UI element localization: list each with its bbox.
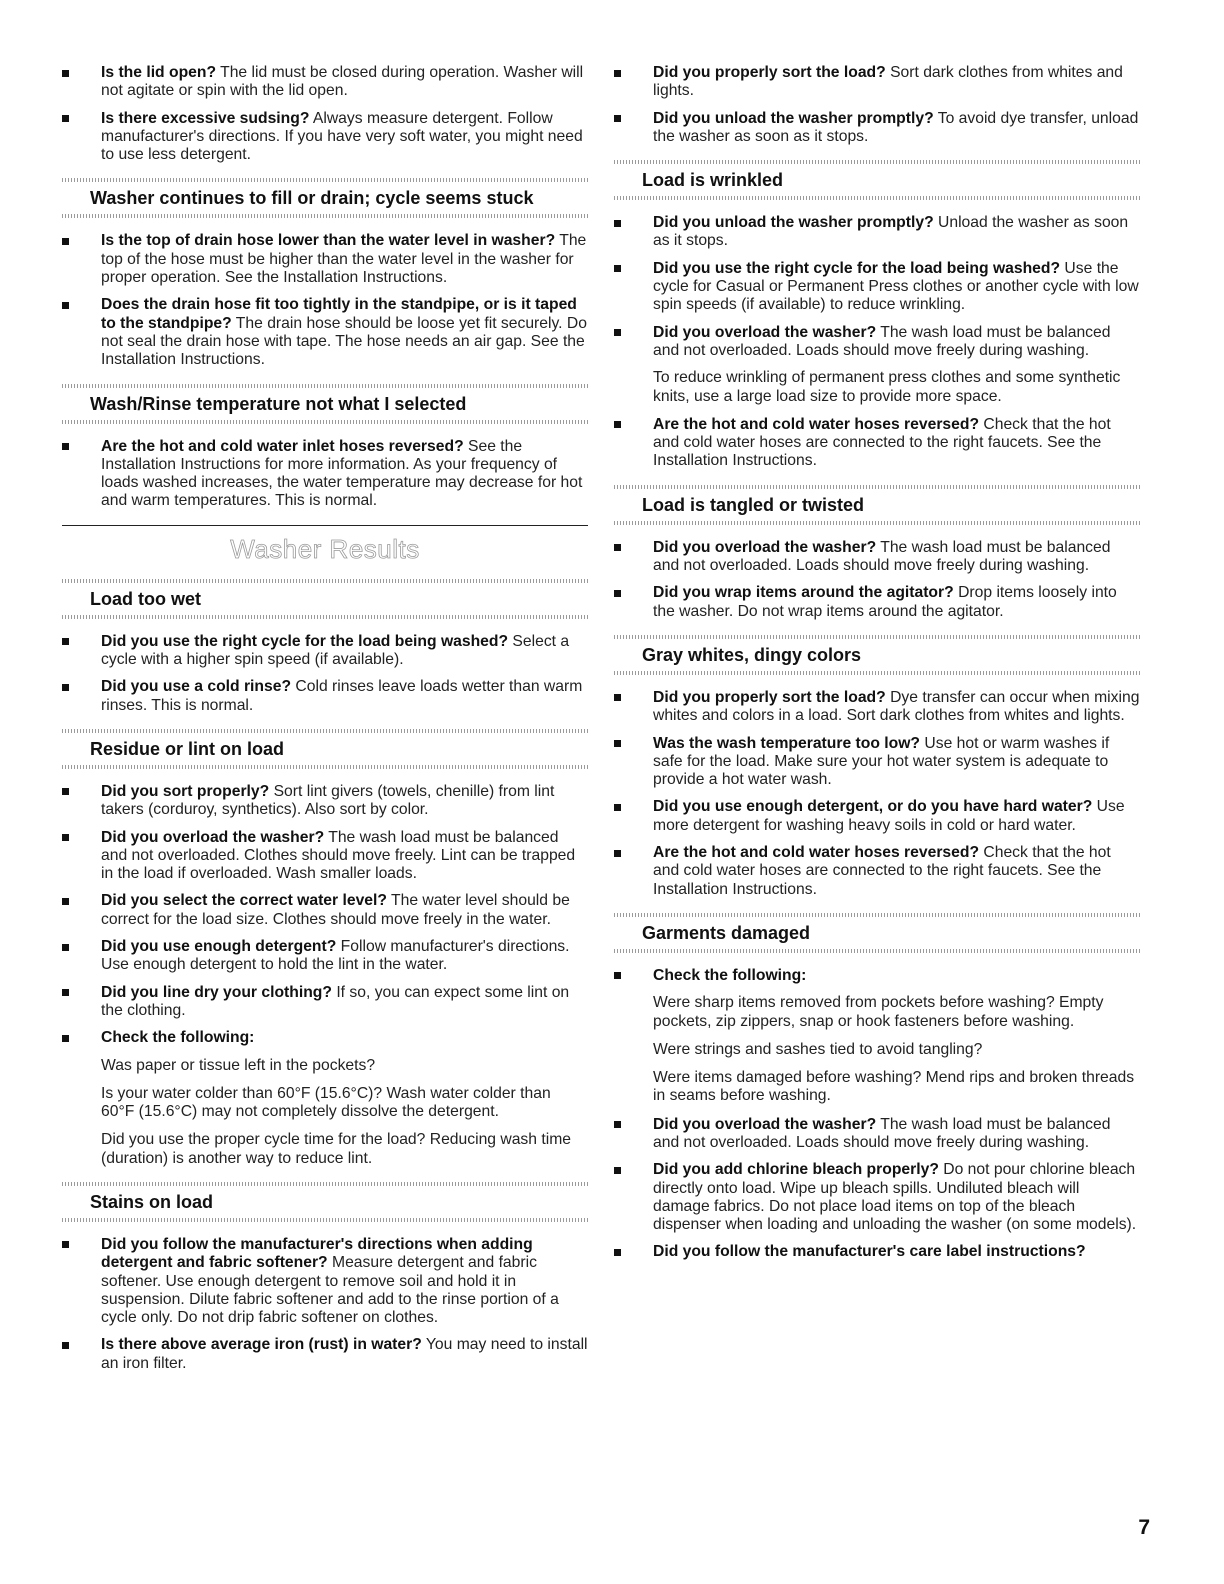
- item-answer: The lid must be closed during operation. Washer will not agitate or spin with the lid open.: [101, 64, 584, 100]
- item-answer: The wash load must be balanced and not overloaded. Loads should move freely during washing.: [653, 1115, 1111, 1151]
- item-answer: Use more detergent for washing heavy soils in cold or hard water.: [653, 798, 1125, 834]
- item-answer: Measure detergent and fabric softener. Use enough detergent to remove soil and hold it in suspension. Dilute fabric softener and add to the rinse portion of a cycle only. Do not drip fabric softener on clothes.: [101, 1254, 559, 1327]
- item-question: Did you select the correct water level?: [101, 892, 387, 910]
- bullet-icon: [614, 544, 621, 551]
- note-paragraph: Was paper or tissue left in the pockets?: [101, 1056, 376, 1074]
- item-answer: To avoid dye transfer, unload the washer as soon as it stops.: [653, 109, 1139, 145]
- bullet-icon: [614, 1249, 621, 1256]
- section-rule: [614, 196, 1140, 200]
- item-answer: Use the cycle for Casual or Permanent Press clothes or another cycle with low spin speeds (if available) to reduce wrinkling.: [653, 259, 1139, 314]
- bullet-icon: [614, 590, 621, 597]
- list-item: [62, 1336, 588, 1373]
- too-wet-list: [62, 633, 588, 715]
- item-answer: Sort lint givers (towels, chenille) from lint takers (corduroy, synthetics). Also sort by color.: [101, 782, 555, 819]
- section-rule: [62, 214, 588, 218]
- bullet-icon: [614, 1121, 621, 1128]
- item-answer: Do not pour chlorine bleach directly onto load. Wipe up bleach spills. Undiluted bleach will damage fabrics. Do not place load items on top of the bleach dispenser when loading and unloading the washer (on some models).: [653, 1161, 1137, 1234]
- item-question: Did you use the right cycle for the load being washed?: [653, 259, 1061, 277]
- list-item: [614, 416, 1140, 471]
- section-title: Garments damaged: [642, 922, 811, 943]
- note-paragraph: Did you use the proper cycle time for the load? Reducing wash time (duration) is another way to reduce lint.: [101, 1131, 571, 1167]
- item-question: Did you follow the manufacturer's care label instructions?: [653, 1243, 1086, 1261]
- bullet-icon: [62, 944, 69, 951]
- item-answer: Unload the washer as soon as it stops.: [653, 214, 1129, 250]
- damaged-notes: [614, 994, 1140, 1105]
- item-question: Are the hot and cold water hoses reversed?: [653, 415, 980, 433]
- item-answer: Cold rinses leave loads wetter than warm rinses. This is normal.: [101, 678, 583, 714]
- stains-list: [62, 1236, 588, 1373]
- item-answer: The drain hose should be loose yet fit securely. Do not seal the drain hose with tape. The hose needs an air gap. See the Installation Instructions.: [101, 314, 587, 369]
- wrinkled-note: To reduce wrinkling of permanent press clothes and some synthetic knits, use a large load size to provide more space.: [653, 369, 1121, 405]
- item-question: Did you overload the washer?: [101, 828, 325, 846]
- list-item: [62, 633, 588, 670]
- item-answer: Use hot or warm washes if safe for the load. Make sure your hot water system is adequate to provide a hot water wash.: [653, 734, 1110, 789]
- section-stains: [62, 1182, 588, 1222]
- section-rule: [62, 615, 588, 619]
- list-item: [614, 110, 1140, 147]
- item-answer: Always measure detergent. Follow manufacturer's directions. If you have very soft water, you might need to use less detergent.: [101, 109, 583, 164]
- item-question: Does the drain hose fit too tightly in the standpipe, or is it taped to the standpipe?: [101, 296, 577, 332]
- list-item: [62, 678, 588, 715]
- bullet-icon: [62, 898, 69, 905]
- list-item: [614, 214, 1140, 251]
- item-answer: Check that the hot and cold water hoses are connected to the right faucets. See the Installation Instructions.: [653, 415, 1111, 470]
- wrinkled-list-b: [614, 416, 1140, 471]
- section-temperature: [62, 384, 588, 424]
- item-question: Did you follow the manufacturer's directions when adding detergent and fabric softener?: [101, 1235, 533, 1272]
- note-paragraph: Were items damaged before washing? Mend rips and broken threads in seams before washing.: [653, 1069, 1135, 1105]
- bullet-icon: [62, 115, 69, 122]
- residue-notes: [62, 1057, 588, 1168]
- bullet-icon: [62, 1342, 69, 1349]
- item-answer: The top of the hose must be higher than the water level in the washer for proper operation. See the Installation Instructions.: [101, 232, 587, 287]
- list-item: [614, 844, 1140, 899]
- bullet-icon: [62, 684, 69, 691]
- section-residue: [62, 729, 588, 769]
- item-question: Is there excessive sudsing?: [101, 109, 310, 127]
- section-title: Gray whites, dingy colors: [642, 644, 862, 665]
- item-answer: The wash load must be balanced and not overloaded. Clothes should move freely. Lint can be trapped in the load if overloaded. Wash smaller loads.: [101, 828, 576, 883]
- list-item: [614, 539, 1140, 576]
- list-item: [62, 938, 588, 975]
- item-question: Did you properly sort the load?: [653, 64, 886, 81]
- list-item: [614, 584, 1140, 621]
- item-answer: Follow manufacturer's directions. Use enough detergent to hold the lint in the water.: [101, 938, 570, 974]
- left-column: [62, 64, 588, 1382]
- band-rule: [62, 525, 588, 526]
- list-item: [62, 892, 588, 929]
- list-item: [62, 783, 588, 820]
- list-item: [614, 967, 1140, 985]
- section-rule: [62, 1218, 588, 1222]
- item-answer: You may need to install an iron filter.: [101, 1336, 588, 1372]
- item-question: Did you use a cold rinse?: [101, 678, 292, 696]
- intro-list: [62, 64, 588, 164]
- bullet-icon: [62, 834, 69, 841]
- section-tangled: [614, 485, 1140, 525]
- list-item: [62, 1029, 588, 1047]
- section-title: Stains on load: [90, 1191, 214, 1212]
- list-item: [614, 260, 1140, 315]
- bullet-icon: [62, 1035, 69, 1042]
- bullet-icon: [614, 694, 621, 701]
- item-question: Is the lid open?: [101, 64, 217, 81]
- list-item: [614, 1243, 1140, 1261]
- item-question: Did you add chlorine bleach properly?: [653, 1161, 939, 1179]
- section-title: Residue or lint on load: [90, 738, 285, 759]
- list-item: [62, 296, 588, 369]
- list-item: [614, 735, 1140, 790]
- section-title: Washer continues to fill or drain; cycle seems stuck: [90, 188, 534, 209]
- list-item: [62, 984, 588, 1021]
- list-item: [614, 1161, 1140, 1234]
- note-paragraph: Were sharp items removed from pockets before washing? Empty pockets, zip zippers, snap or hook fasteners before washing.: [653, 994, 1104, 1030]
- item-answer: Dye transfer can occur when mixing whites and colors in a load. Sort dark clothes from whites and lights.: [653, 688, 1140, 725]
- list-item: [62, 110, 588, 165]
- section-rule: [614, 521, 1140, 525]
- item-question: Did you use enough detergent?: [101, 938, 337, 956]
- residue-list: [62, 783, 588, 1048]
- item-question: Did you sort properly?: [101, 782, 270, 800]
- item-question: Check the following:: [101, 1029, 255, 1047]
- bullet-icon: [62, 443, 69, 450]
- section-wrinkled: [614, 160, 1140, 200]
- item-question: Did you overload the washer?: [653, 538, 877, 556]
- item-answer: The wash load must be balanced and not overloaded. Loads should move freely during washing.: [653, 538, 1111, 575]
- item-question: Is there above average iron (rust) in water?: [101, 1336, 422, 1354]
- item-answer: The water level should be correct for the load size. Clothes should move freely in the water.: [101, 892, 570, 928]
- section-title: Wash/Rinse temperature not what I selected: [90, 393, 467, 414]
- bullet-icon: [614, 329, 621, 336]
- item-answer: Drop items loosely into the washer. Do not wrap items around the agitator.: [653, 584, 1117, 620]
- item-answer: See the Installation Instructions for more information. As your frequency of loads washed increases, the water temperature may decrease for hot and warm temperatures. This is normal.: [101, 437, 583, 510]
- section-fill-drain: [62, 178, 588, 218]
- bullet-icon: [62, 638, 69, 645]
- item-question: Did you properly sort the load?: [653, 688, 886, 706]
- section-title: Load too wet: [90, 588, 201, 609]
- damaged-list: [614, 967, 1140, 985]
- list-item: [62, 829, 588, 884]
- bullet-icon: [62, 1241, 69, 1248]
- bullet-icon: [614, 850, 621, 857]
- page-number: 7: [1138, 1516, 1150, 1539]
- section-damaged: [614, 913, 1140, 953]
- gray-list: [614, 689, 1140, 899]
- section-rule: [62, 420, 588, 424]
- item-question: Is the top of drain hose lower than the water level in washer?: [101, 232, 556, 250]
- note-paragraph: Were strings and sashes tied to avoid tangling?: [653, 1040, 983, 1058]
- bullet-icon: [614, 740, 621, 747]
- list-item: [62, 1236, 588, 1327]
- right-column: [614, 64, 1140, 1271]
- item-question: Did you use enough detergent, or do you have hard water?: [653, 798, 1093, 816]
- item-question: Check the following:: [653, 966, 807, 984]
- wrinkled-list: [614, 214, 1140, 360]
- item-question: Did you unload the washer promptly?: [653, 214, 934, 232]
- bullet-icon: [614, 220, 621, 227]
- bullet-icon: [62, 989, 69, 996]
- item-answer: Check that the hot and cold water hoses are connected to the right faucets. See the Installation Instructions.: [653, 844, 1111, 898]
- list-item: [62, 438, 588, 511]
- intro-list: [614, 64, 1140, 146]
- bullet-icon: [614, 265, 621, 272]
- item-question: Are the hot and cold water inlet hoses reversed?: [101, 437, 464, 455]
- section-too-wet: [62, 579, 588, 619]
- list-item: [614, 1116, 1140, 1153]
- note-paragraph: Is your water colder than 60°F (15.6°C)? Wash water colder than 60°F (15.6°C) may not completely dissolve the detergent.: [101, 1084, 551, 1121]
- bullet-icon: [614, 70, 621, 77]
- band-title: Washer Results: [230, 533, 420, 564]
- bullet-icon: [614, 1167, 621, 1174]
- item-question: Did you unload the washer promptly?: [653, 109, 934, 127]
- item-answer: The wash load must be balanced and not overloaded. Loads should move freely during washing.: [653, 323, 1111, 359]
- bullet-icon: [62, 788, 69, 795]
- item-answer: If so, you can expect some lint on the clothing.: [101, 983, 570, 1019]
- list-item: [614, 64, 1140, 101]
- bullet-icon: [614, 115, 621, 122]
- item-question: Did you overload the washer?: [653, 1115, 877, 1133]
- bullet-icon: [62, 70, 69, 77]
- item-question: Did you use the right cycle for the load being washed?: [101, 632, 509, 650]
- item-question: Did you overload the washer?: [653, 323, 877, 341]
- temperature-list: [62, 438, 588, 511]
- list-item: [614, 798, 1140, 835]
- fill-drain-list: [62, 232, 588, 369]
- section-rule: [614, 671, 1140, 675]
- section-rule: [62, 765, 588, 769]
- item-question: Did you line dry your clothing?: [101, 983, 332, 1001]
- list-item: [614, 324, 1140, 361]
- bullet-icon: [614, 804, 621, 811]
- item-answer: Sort dark clothes from whites and lights.: [653, 64, 1123, 100]
- item-question: Are the hot and cold water hoses reversed?: [653, 844, 980, 862]
- section-rule: [614, 949, 1140, 953]
- section-title: Load is wrinkled: [642, 170, 784, 191]
- section-gray: [614, 635, 1140, 675]
- item-question: Did you wrap items around the agitator?: [653, 584, 954, 602]
- list-item: [62, 232, 588, 287]
- bullet-icon: [62, 302, 69, 309]
- item-question: Was the wash temperature too low?: [653, 734, 921, 752]
- item-answer: Select a cycle with a higher spin speed (if available).: [101, 632, 570, 669]
- bullet-icon: [62, 238, 69, 245]
- bullet-icon: [614, 421, 621, 428]
- tangled-list: [614, 539, 1140, 621]
- damaged-list-b: [614, 1116, 1140, 1262]
- bullet-icon: [614, 972, 621, 979]
- list-item: [614, 689, 1140, 726]
- section-title: Load is tangled or twisted: [642, 494, 865, 515]
- list-item: [62, 64, 588, 101]
